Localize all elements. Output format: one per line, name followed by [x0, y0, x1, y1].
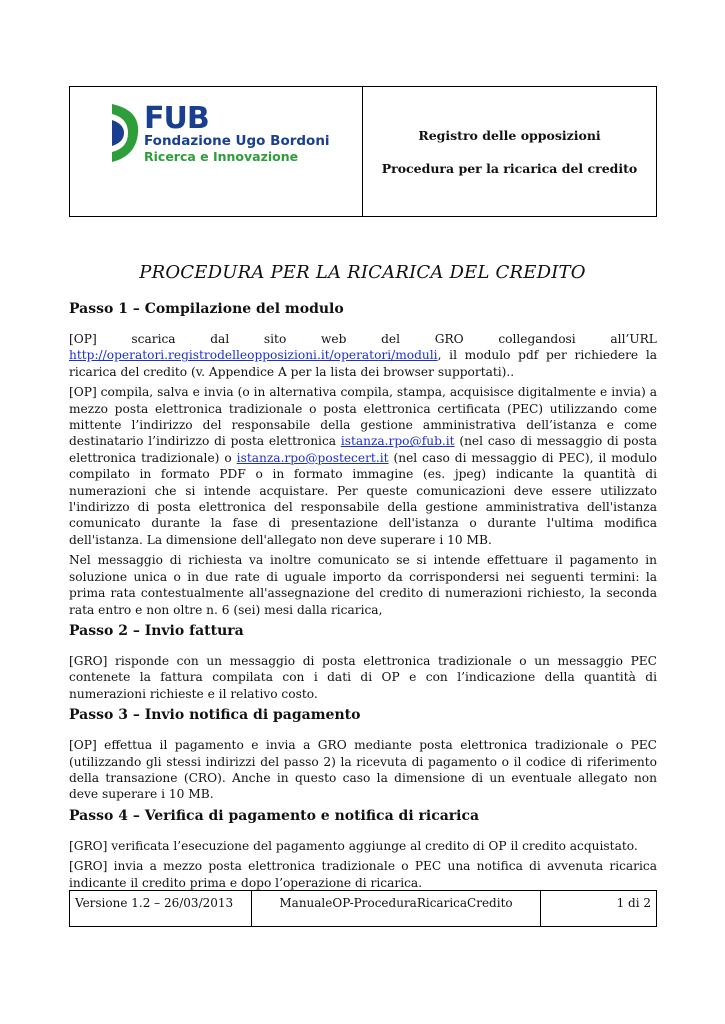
fub-logo — [110, 102, 340, 182]
step-1-paragraph-1-cont: http://operatori.registrodelleopposizioni.it/operatori/moduli, il modulo pdf per richiedere la ricarica del credito (v. Appendice A per la lista dei browser supportati).. — [69, 348, 657, 379]
email-postecert-link[interactable]: istanza.rpo@postecert.it — [236, 450, 389, 465]
moduli-link[interactable]: http://operatori.registrodelleopposizioni.it/operatori/moduli — [69, 348, 438, 363]
footer-page-number: 1 di 2 — [616, 896, 651, 910]
step-3-paragraph-1: [OP] effettua il pagamento e invia a GRO mediante posta elettronica tradizionale o PEC (utilizzando gli stessi indirizzi del passo 2) la ricevuta di pagamento o il codice di riferimento della transazione (CRO). Anche in questo caso la dimensione di un eventuale allegato non deve superare i 10 MB. — [69, 738, 657, 802]
step-4-paragraph-1: [GRO] verificata l’esecuzione del pagamento aggiunge al credito di OP il credito acquistato. — [69, 838, 638, 853]
logo-tagline: Ricerca e Innovazione — [144, 149, 299, 164]
step-1-paragraph-1 — [69, 331, 657, 347]
step-4-paragraph-2: [GRO] invia a mezzo posta elettronica tradizionale o PEC una notifica di avvenuta ricarica indicante il credito prima e dopo l’operazione di ricarica. — [69, 859, 657, 890]
step-2-heading: Passo 2 – Invio fattura — [69, 622, 244, 639]
step-4-heading: Passo 4 – Verifica di pagamento e notifica di ricarica — [69, 807, 480, 824]
logo-cell — [70, 87, 363, 216]
header-line-1: Registro delle opposizioni — [418, 127, 601, 143]
footer-version: Versione 1.2 – 26/03/2013 — [70, 891, 252, 926]
footer-filename: ManualeOP-ProceduraRicaricaCredito — [252, 891, 541, 926]
step-3-heading: Passo 3 – Invio notifica di pagamento — [69, 707, 361, 724]
document-footer — [69, 890, 657, 927]
document-body — [69, 300, 657, 895]
step-1-paragraph-3: Nel messaggio di richiesta va inoltre comunicato se si intende effettuare il pagamento in soluzione unica o in due rate di uguale importo da corrispondersi nei seguenti termini: la prima rata contestualmente all'assegnazione del credito di numerazioni richiesto, la seconda rata entro e non oltre n. 6 (sei) mesi dalla ricarica, — [69, 553, 657, 617]
step-1-paragraph-2: [OP] compila, salva e invia (o in alternativa compila, stampa, acquisisce digitalmente e invia) a mezzo posta elettronica tradizionale o posta elettronica certificata (PEC) utilizzando come mittente l’indirizzo del responsabile della gestione amministrativa dell’istanza e come destinatario l’indirizzo di posta elettronica istanza.rpo@fub.it (nel caso di messaggio di posta elettronica tradizionale) o istanza.rpo@postecert.it (nel caso di messaggio di PEC), il modulo compilato in formato PDF o in formato immagine (es. jpeg) indicante la quantità di numerazioni che si intende acquistare. Per queste comunicazioni deve essere utilizzato l'indirizzo di posta elettronica del responsabile della gestione amministrativa dell'istanza comunicato durante la fase di presentazione dell'istanza o durante l'ultima modifica dell'istanza. La dimensione dell'allegato non deve superare i 10 MB. — [69, 385, 657, 547]
header-line-2: Procedura per la ricarica del credito — [381, 160, 638, 176]
step-2-paragraph-1: [GRO] risponde con un messaggio di posta elettronica tradizionale o un messaggio PEC contenete la fattura compilata con i dati di OP e con l’indicazione della quantità di numerazioni richieste e il relativo costo. — [69, 653, 657, 701]
page-title: PROCEDURA PER LA RICARICA DEL CREDITO — [139, 262, 586, 283]
email-fub-link[interactable]: istanza.rpo@fub.it — [340, 434, 455, 449]
fub-logo-mark-icon — [110, 102, 142, 164]
header-info-cell — [363, 87, 656, 216]
logo-brand: FUB — [144, 101, 209, 136]
step-1-first-line: [OP] scarica dal sito web del GRO collegandosi all’URL — [69, 332, 657, 346]
document-header — [69, 86, 657, 217]
step-1-heading: Passo 1 – Compilazione del modulo — [69, 301, 344, 317]
logo-name: Fondazione Ugo Bordoni — [144, 133, 330, 149]
